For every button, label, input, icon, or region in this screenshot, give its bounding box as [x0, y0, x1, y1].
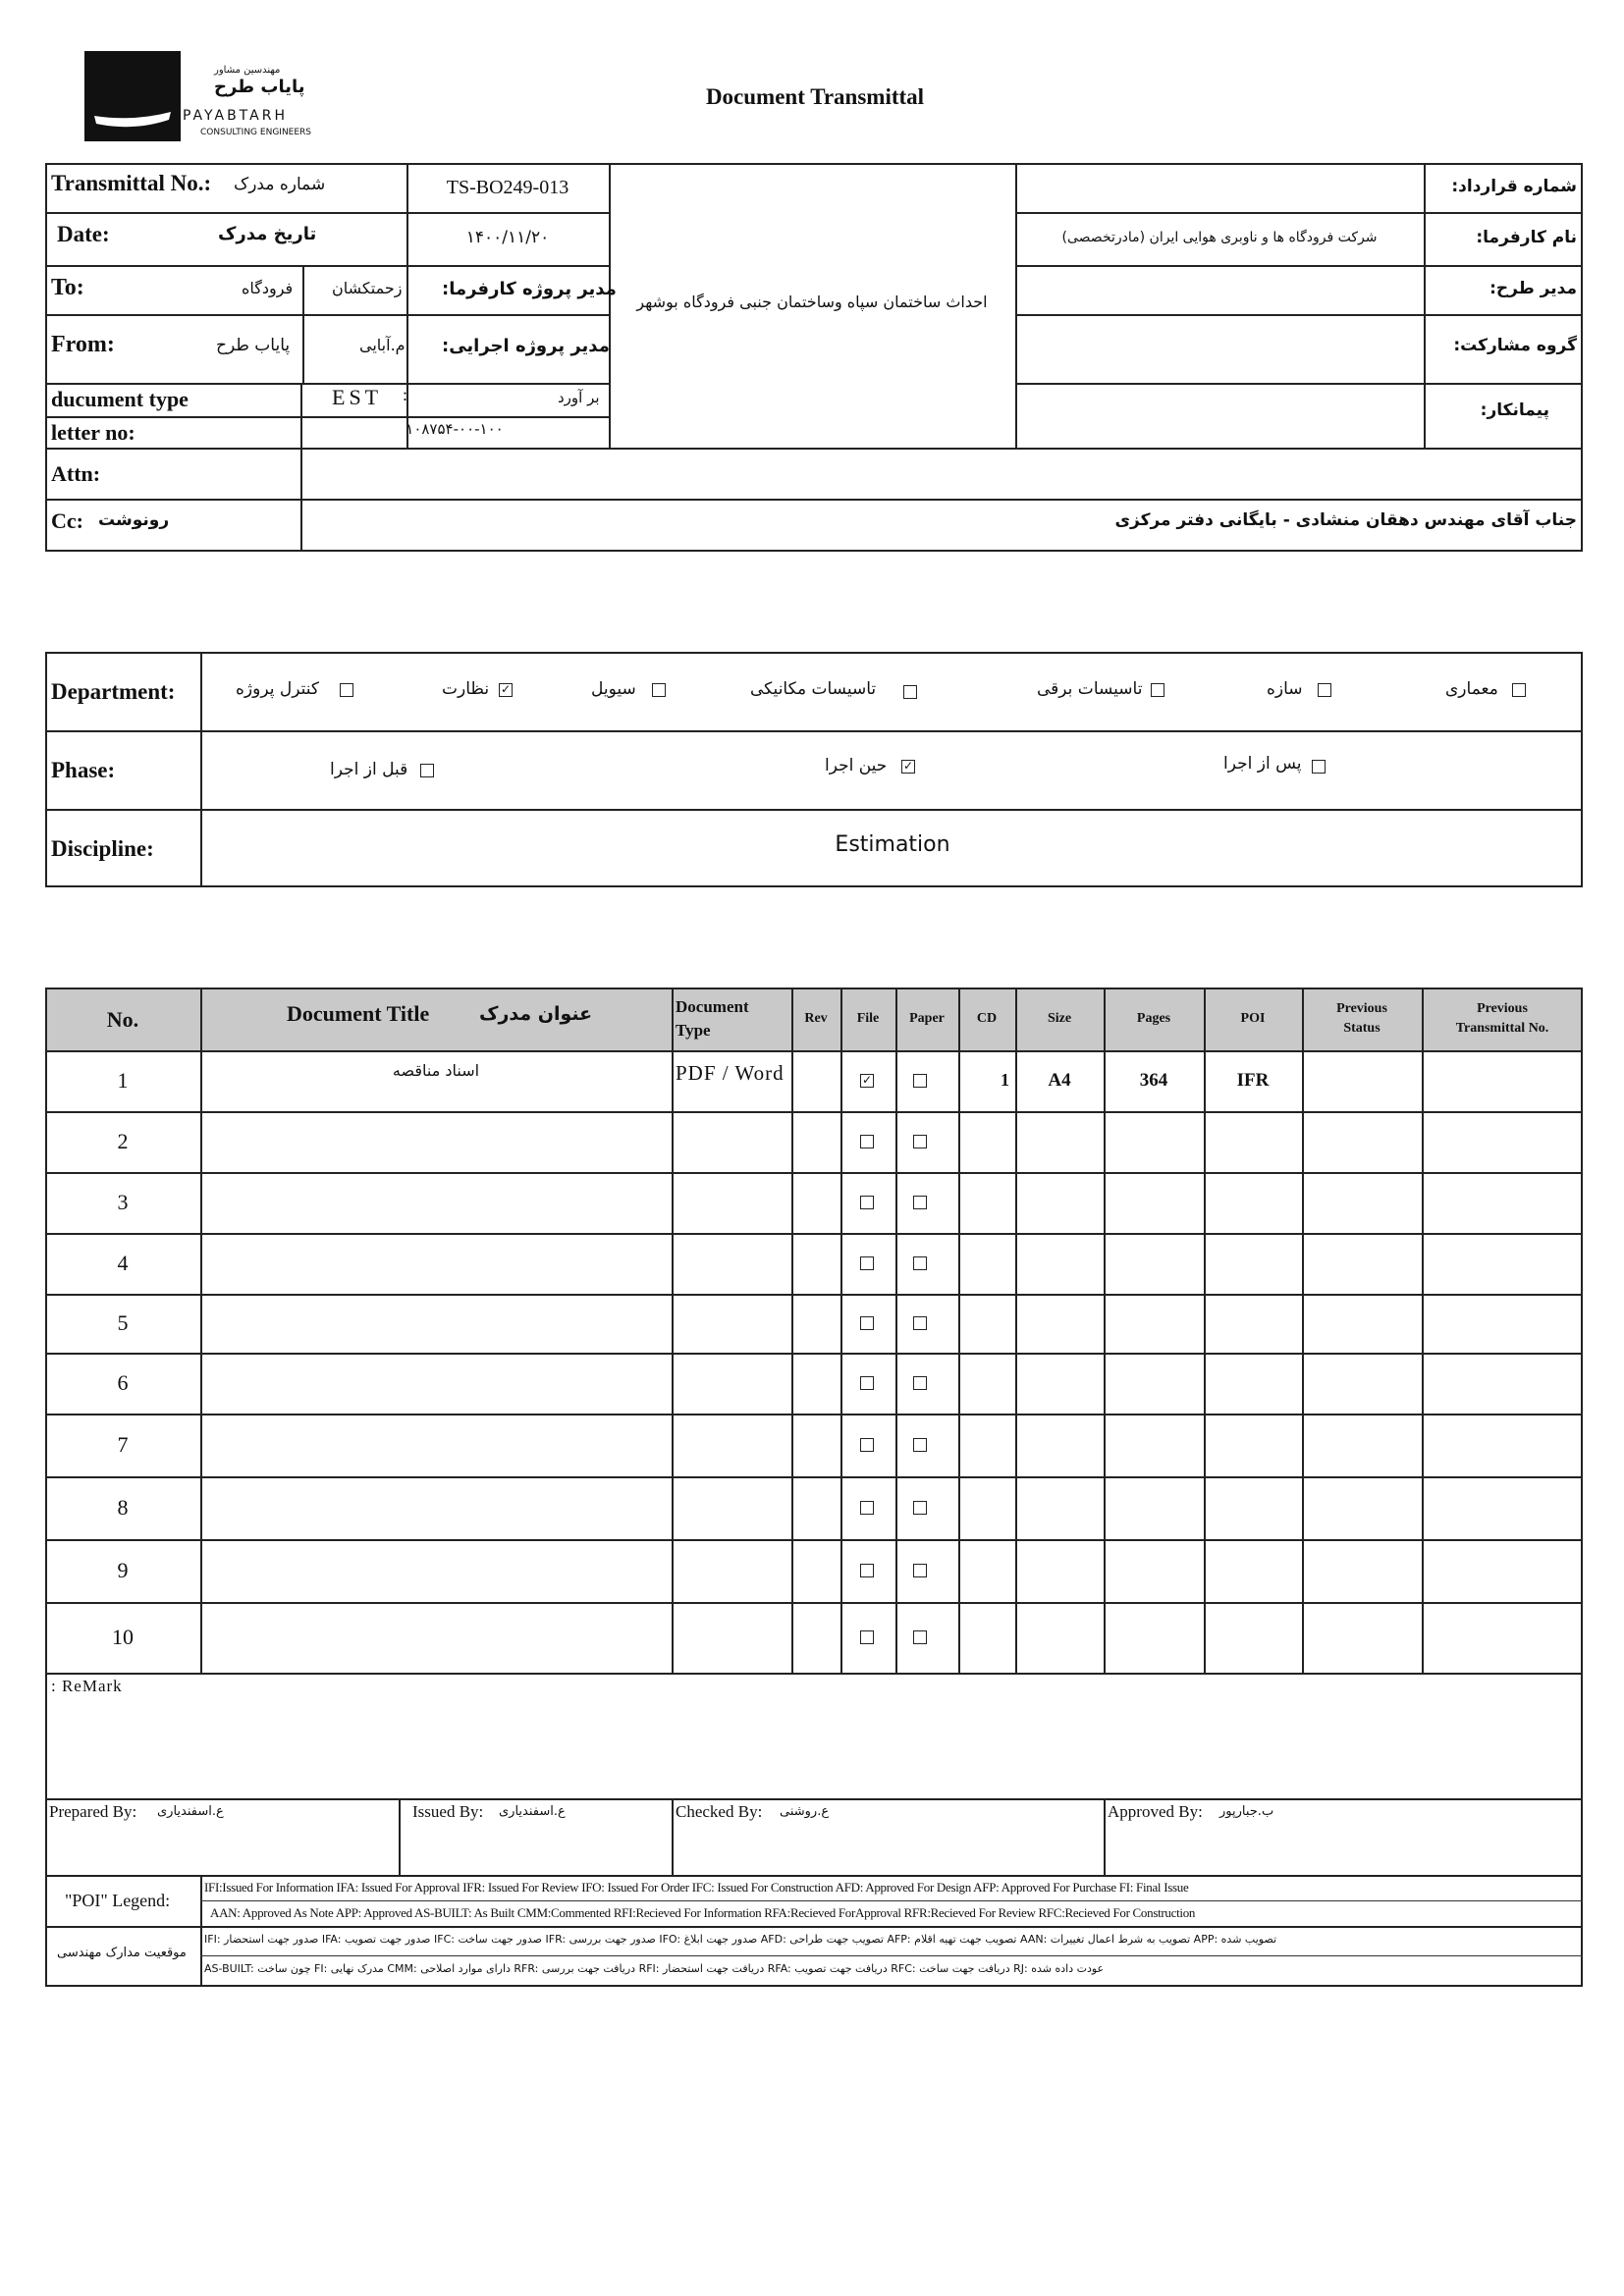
- row-file-checkbox[interactable]: [860, 1630, 874, 1644]
- transmittal-no-value: TS-BO249-013: [446, 177, 569, 198]
- col-header-cd: CD: [976, 1011, 998, 1026]
- dept-option-label: نظارت: [442, 679, 490, 699]
- discipline-label: Discipline:: [51, 836, 154, 861]
- poi-legend-label: "POI" Legend:: [65, 1891, 171, 1910]
- phase-checkbox[interactable]: [1312, 760, 1326, 774]
- transmittal-label: Transmittal No.:: [51, 171, 212, 195]
- col-header-no: No.: [106, 1007, 139, 1032]
- dept-option-label: سیویل: [591, 679, 636, 699]
- row-file-checkbox[interactable]: [860, 1501, 874, 1515]
- transmittal-label-fa: شماره مدرک: [234, 175, 326, 194]
- phase-label: Phase:: [51, 758, 116, 782]
- remark-label: : ReMark: [51, 1677, 123, 1695]
- col-header-prev-status-1: Previous: [1336, 1001, 1387, 1016]
- row-file-checkbox[interactable]: [860, 1438, 874, 1452]
- letter-no-label: letter no:: [51, 420, 135, 445]
- dept-checkbox[interactable]: [1512, 683, 1526, 697]
- from-role-label: مدیر پروژه اجرایی:: [442, 336, 610, 356]
- col-header-doctype-1: Document: [676, 997, 749, 1016]
- row-no: 1: [117, 1068, 129, 1093]
- row-size: A4: [1048, 1070, 1071, 1091]
- row-paper-checkbox[interactable]: [913, 1376, 927, 1390]
- doctype-sep: :: [403, 385, 408, 404]
- doctype-fa: بر آورد: [558, 389, 600, 406]
- cc-label: Cc:: [51, 508, 83, 533]
- checked-by-label: Checked By:: [676, 1802, 763, 1821]
- date-value: ۱۴۰۰/۱۱/۲۰: [465, 228, 550, 247]
- phase-option-label: حین اجرا: [825, 756, 888, 775]
- dept-option-label: کنترل پروژه: [236, 679, 319, 699]
- dept-checkbox[interactable]: [1151, 683, 1164, 697]
- row-no: 9: [117, 1558, 129, 1582]
- row-no: 6: [117, 1370, 129, 1395]
- dept-option-label: معماری: [1445, 679, 1498, 699]
- row-no: 8: [117, 1495, 129, 1520]
- page-title: Document Transmittal: [705, 84, 925, 109]
- row-paper-checkbox[interactable]: [913, 1501, 927, 1515]
- phase-checkbox[interactable]: ✓: [902, 759, 914, 773]
- dept-option-label: تاسیسات برقی: [1037, 679, 1143, 699]
- col-header-pages: Pages: [1136, 1011, 1171, 1026]
- approved-by-value: ب.جبارپور: [1219, 1804, 1274, 1819]
- logo-name-en: PAYABTARH: [183, 108, 288, 124]
- dept-checkbox[interactable]: [1318, 683, 1331, 697]
- header-block: [45, 163, 1583, 552]
- col-header-prev-trans-2: Transmittal No.: [1455, 1021, 1549, 1036]
- logo-tagline: CONSULTING ENGINEERS: [200, 128, 312, 137]
- engineering-status-label: موقعیت مدارک مهندسی: [57, 1946, 187, 1960]
- date-label: Date:: [57, 222, 110, 246]
- col-header-doctype-2: Type: [676, 1021, 711, 1040]
- to-role-label: مدیر پروژه کارفرما:: [442, 279, 617, 299]
- row-file-checkbox[interactable]: ✓: [861, 1073, 873, 1087]
- row-paper-checkbox[interactable]: [913, 1630, 927, 1644]
- row-no: 4: [117, 1251, 129, 1275]
- row-no: 7: [117, 1432, 129, 1457]
- issued-by-label: Issued By:: [412, 1802, 484, 1821]
- prepared-by-label: Prepared By:: [49, 1802, 137, 1821]
- from-label: From:: [51, 332, 115, 357]
- row-poi: IFR: [1236, 1070, 1270, 1091]
- cc-label-fa: رونوشت: [98, 510, 170, 530]
- row-doc-type: PDF / Word: [676, 1061, 785, 1085]
- contractor-label: پیمانکار:: [1480, 400, 1549, 420]
- col-header-size: Size: [1047, 1011, 1072, 1026]
- row-paper-checkbox[interactable]: [913, 1135, 927, 1148]
- col-header-file: File: [856, 1011, 880, 1026]
- row-no: 10: [112, 1625, 134, 1649]
- status-legend-line1: IFI: صدور جهت استحضار IFA: صدور جهت تصویب IFC: صدور جهت ساخت IFR: صدور جهت بررسی IFO: صدور جهت ابلاغ AFD: تصویب جهت طراحی AFP: تصویب جهت تهیه اقلام AAN: تصویب به شرط اعمال تغییرات APP: تصویب شده: [204, 1933, 1277, 1946]
- logo-name-fa: پایاب طرح: [214, 77, 305, 97]
- col-header-rev: Rev: [804, 1011, 828, 1026]
- checked-by-value: ع.روشنی: [780, 1804, 830, 1819]
- row-paper-checkbox[interactable]: [913, 1316, 927, 1330]
- discipline-value: Estimation: [835, 832, 950, 857]
- row-file-checkbox[interactable]: [860, 1135, 874, 1148]
- row-no: 2: [117, 1129, 129, 1153]
- letter-no-value: ۱۰۸۷۵۴-۰۰-۱۰۰: [406, 420, 504, 438]
- status-legend-line2: AS-BUILT: چون ساخت FI: مدرک نهایی CMM: دارای موارد اصلاحی RFR: دریافت جهت بررسی RFI: دریافت جهت استحضار RFA: دریافت جهت تصویب RFC: دریافت جهت ساخت RJ: عودت داده شده: [204, 1962, 1105, 1975]
- row-file-checkbox[interactable]: [860, 1376, 874, 1390]
- poi-legend-line1: IFI:Issued For Information IFA: Issued For Approval IFR: Issued For Review IFO: Issued For Order IFC: Issued For Construction AFD: Approved For Design AFP: Approved For Purchase FI: Final Issue: [204, 1880, 1189, 1895]
- to-value: فرودگاه: [242, 279, 294, 297]
- cc-value: جناب آقای مهندس دهقان منشادی - بایگانی دفتر مرکزی: [1114, 510, 1577, 530]
- row-file-checkbox[interactable]: [860, 1196, 874, 1209]
- col-header-prev-trans-1: Previous: [1477, 1001, 1528, 1016]
- doctype-code: EST: [332, 385, 383, 409]
- dept-checkbox[interactable]: [652, 683, 666, 697]
- partner-group-label: گروه مشارکت:: [1453, 336, 1577, 355]
- employer-name-value: شرکت فرودگاه ها و ناوبری هوایی ایران (مادرتخصصی): [1061, 230, 1378, 245]
- department-label: Department:: [51, 679, 176, 704]
- row-no: 3: [117, 1190, 129, 1214]
- to-person: زحمتکشان: [332, 279, 403, 297]
- row-paper-checkbox[interactable]: [913, 1074, 927, 1088]
- employer-label: نام کارفرما:: [1476, 228, 1577, 247]
- issued-by-value: ع.اسفندیاری: [499, 1804, 566, 1819]
- doctype-label: ducument type: [51, 387, 189, 411]
- dept-checkbox[interactable]: [340, 683, 353, 697]
- col-header-title-fa: عنوان مدرک: [479, 1003, 593, 1025]
- from-person: م.آبایی: [359, 336, 406, 354]
- row-file-checkbox[interactable]: [860, 1316, 874, 1330]
- document-table: [45, 988, 1583, 1987]
- dept-checkbox[interactable]: [903, 685, 917, 699]
- contract-no-label: شماره قرارداد:: [1451, 177, 1577, 196]
- phase-option-label: پس از اجرا: [1223, 754, 1302, 774]
- plan-manager-label: مدیر طرح:: [1489, 279, 1577, 298]
- dept-checkbox[interactable]: ✓: [500, 682, 512, 696]
- col-header-poi: POI: [1240, 1011, 1266, 1026]
- row-cd: 1: [1001, 1070, 1009, 1090]
- attn-label: Attn:: [51, 461, 101, 486]
- logo-name-fa-small: مهندسین مشاور: [214, 65, 281, 76]
- dept-option-label: سازه: [1267, 679, 1303, 699]
- project-title: احداث ساختمان سپاه وساختمان جنبی فرودگاه بوشهر: [636, 293, 988, 311]
- row-file-checkbox[interactable]: [860, 1564, 874, 1577]
- row-pages: 364: [1139, 1070, 1168, 1091]
- row-title: اسناد مناقصه: [392, 1061, 480, 1080]
- prepared-by-value: ع.اسفندیاری: [157, 1804, 224, 1819]
- row-no: 5: [117, 1310, 129, 1335]
- row-paper-checkbox[interactable]: [913, 1196, 927, 1209]
- poi-legend-line2: AAN: Approved As Note APP: Approved AS-BUILT: As Built CMM:Commented RFI:Recieved For Information RFA:Recieved ForApproval RFR:Recieved For Review RFC:Recieved For Construction: [210, 1905, 1196, 1920]
- dept-option-label: تاسیسات مکانیکی: [750, 679, 877, 699]
- row-paper-checkbox[interactable]: [913, 1564, 927, 1577]
- phase-checkbox[interactable]: [420, 764, 434, 777]
- col-header-title: Document Title: [287, 1001, 430, 1026]
- row-paper-checkbox[interactable]: [913, 1438, 927, 1452]
- row-paper-checkbox[interactable]: [913, 1256, 927, 1270]
- from-value: پایاب طرح: [216, 336, 291, 355]
- logo-mark-icon: [84, 51, 181, 141]
- company-logo: [84, 51, 330, 143]
- date-label-fa: تاریخ مدرک: [218, 224, 317, 244]
- to-label: To:: [51, 275, 84, 300]
- col-header-paper: Paper: [909, 1011, 945, 1026]
- col-header-prev-status-2: Status: [1343, 1021, 1380, 1036]
- row-file-checkbox[interactable]: [860, 1256, 874, 1270]
- phase-option-label: قبل از اجرا: [330, 760, 408, 779]
- approved-by-label: Approved By:: [1108, 1802, 1203, 1821]
